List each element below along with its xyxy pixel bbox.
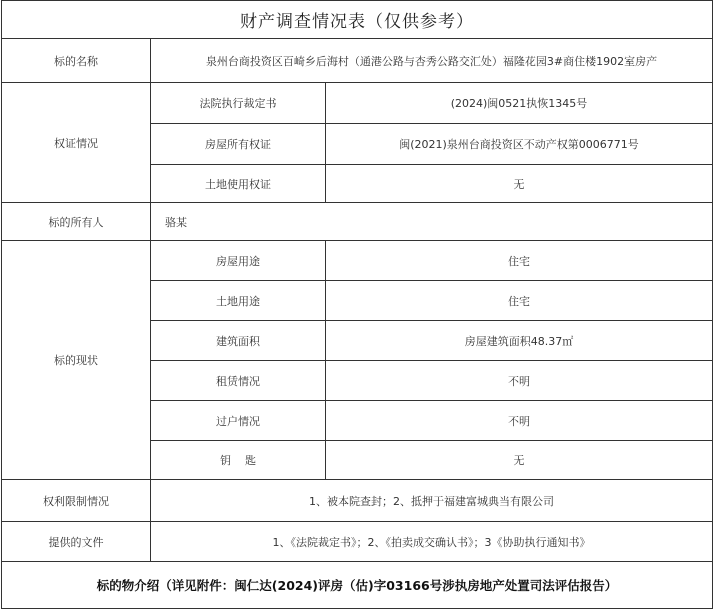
rights-row-value: (2024)闽0521执恢1345号 <box>326 83 713 124</box>
footer-row <box>2 562 713 609</box>
status-row-label: 钥 匙 <box>151 441 326 480</box>
rights-row-value: 无 <box>326 165 713 203</box>
documents-row <box>2 522 713 562</box>
owner-label: 标的所有人 <box>2 203 151 241</box>
status-row-value: 住宅 <box>326 241 713 281</box>
rights-row-label: 法院执行裁定书 <box>151 83 326 124</box>
rights-label: 权证情况 <box>2 83 151 203</box>
rights-row-label: 土地使用权证 <box>151 165 326 203</box>
footer-note: 标的物介绍（详见附件：闽仁达(2024)评房（估)字03166号涉执房地产处置司法评估报告） <box>2 562 713 609</box>
owner-value: 骆某 <box>151 203 713 241</box>
restrictions-row <box>2 480 713 522</box>
status-label: 标的现状 <box>2 241 151 480</box>
owner-row <box>2 203 713 241</box>
property-survey-table <box>1 0 713 609</box>
status-row-value: 住宅 <box>326 281 713 321</box>
status-row-value: 房屋建筑面积48.37㎡ <box>326 321 713 361</box>
restrictions-value: 1、被本院查封；2、抵押于福建富城典当有限公司 <box>151 480 713 522</box>
rights-row-value: 闽(2021)泉州台商投资区不动产权第0006771号 <box>326 124 713 165</box>
rights-row <box>2 83 713 124</box>
subject-name-label: 标的名称 <box>2 39 151 83</box>
documents-value: 1、《法院裁定书》；2、《拍卖成交确认书》；3《协助执行通知书》 <box>151 522 713 562</box>
status-row-value: 不明 <box>326 401 713 441</box>
status-row-label: 过户情况 <box>151 401 326 441</box>
table-title: 财产调查情况表（仅供参考） <box>2 1 713 39</box>
status-row-label: 房屋用途 <box>151 241 326 281</box>
subject-name-value: 泉州台商投资区百崎乡后海村（通港公路与杏秀公路交汇处）福隆花园3#商住楼1902室房产 <box>151 39 713 83</box>
status-row-value: 无 <box>326 441 713 480</box>
status-row <box>2 241 713 281</box>
title-row <box>2 1 713 39</box>
status-row-label: 建筑面积 <box>151 321 326 361</box>
status-row-label: 土地用途 <box>151 281 326 321</box>
status-row-label: 租赁情况 <box>151 361 326 401</box>
rights-row-label: 房屋所有权证 <box>151 124 326 165</box>
restrictions-label: 权利限制情况 <box>2 480 151 522</box>
status-row-value: 不明 <box>326 361 713 401</box>
subject-name-row <box>2 39 713 83</box>
documents-label: 提供的文件 <box>2 522 151 562</box>
